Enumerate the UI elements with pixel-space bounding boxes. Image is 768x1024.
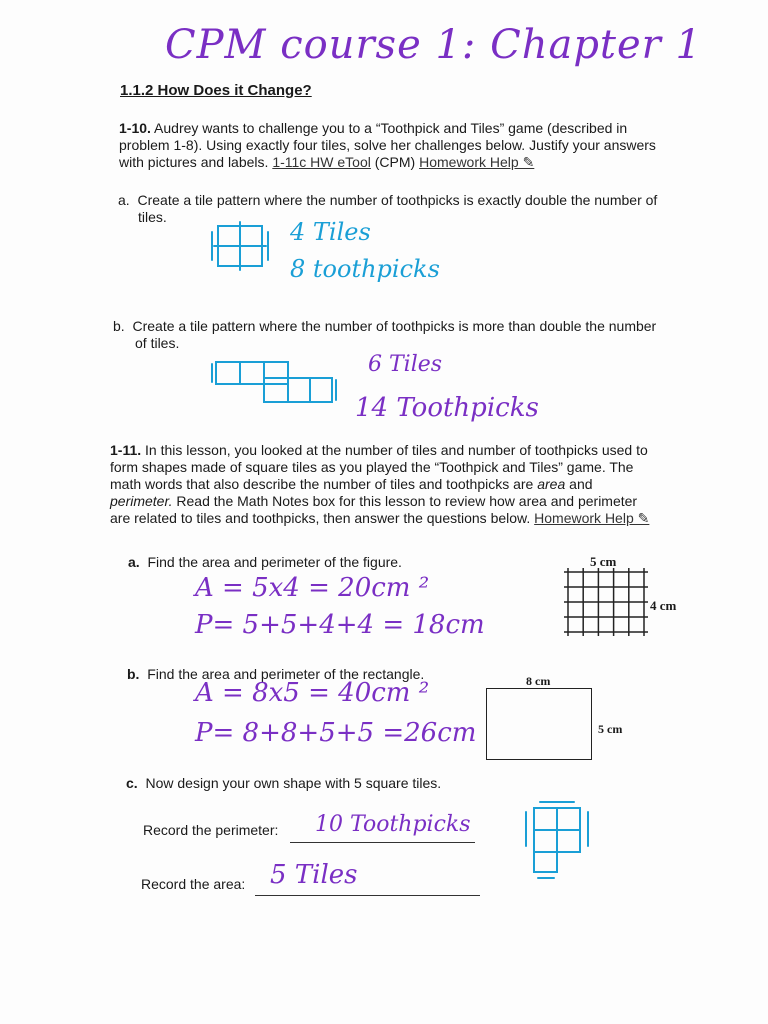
answer-tiles: 4 Tiles — [290, 218, 371, 246]
answer-perimeter: P= 5+5+4+4 = 18cm — [195, 610, 485, 640]
grid-height-label: 4 cm — [650, 598, 677, 613]
cpm-label: (CPM) — [374, 154, 416, 170]
problem-1-10-text — [119, 120, 719, 171]
problem-number: 1-10. — [119, 120, 151, 136]
answer-toothpicks: 14 Toothpicks — [355, 393, 539, 423]
section-title: 1.1.2 How Does it Change? — [120, 82, 312, 99]
problem-line: form shapes made of square tiles as you played the “Toothpick and Tiles” game. The — [110, 459, 634, 475]
part-c-question — [126, 775, 441, 792]
problem-line: are related to tiles and toothpicks, then answer the questions below. — [110, 510, 531, 526]
part-label: b. — [113, 318, 125, 334]
tile-drawing-five — [522, 800, 592, 880]
answer-tiles: 6 Tiles — [368, 352, 443, 377]
area-record-label: Record the area: — [141, 876, 246, 892]
rectangle-height-label: 5 cm — [598, 722, 623, 736]
question-line: Create a tile pattern where the number of toothpicks is more than double the number — [132, 318, 657, 334]
answer-perimeter: P= 8+8+5+5 =26cm — [195, 718, 477, 748]
answer-area: A = 5x4 = 20cm ² — [195, 573, 430, 603]
area-answer: 5 Tiles — [270, 860, 358, 890]
problem-line: with pictures and labels. — [119, 154, 269, 170]
answer-area: A = 8x5 = 40cm ² — [195, 678, 430, 708]
part-label: a. — [118, 192, 130, 208]
part-label: c. — [126, 775, 138, 791]
grid-figure — [562, 568, 652, 638]
problem-line: Read the Math Notes box for this lesson to review how area and perimeter — [176, 493, 638, 509]
problem-line: Audrey wants to challenge you to a “Toothpick and Tiles” game (described in — [154, 120, 628, 136]
tile-drawing-six — [208, 358, 338, 410]
grid-width-label: 5 cm — [590, 554, 617, 569]
rectangle-width-label: 8 cm — [526, 674, 551, 688]
homework-help-link[interactable]: Homework Help ✎ — [419, 154, 535, 170]
question-line: tiles. — [138, 209, 167, 225]
part-label: b. — [127, 666, 140, 682]
part-a-question — [128, 554, 402, 571]
answer-toothpicks: 8 toothpicks — [290, 255, 440, 283]
question-line: Now design your own shape with 5 square tiles. — [145, 775, 442, 791]
handwritten-title: CPM course 1: Chapter 1 — [165, 22, 702, 68]
tile-drawing-2x2 — [210, 220, 270, 272]
perimeter-term: perimeter. — [110, 493, 173, 509]
area-term: area — [537, 476, 566, 492]
question-line: of tiles. — [135, 335, 180, 351]
problem-line: math words that also describe the number of tiles and toothpicks are — [110, 476, 534, 492]
part-b-question — [113, 318, 713, 352]
problem-line: In this lesson, you looked at the number of tiles and number of toothpicks used to — [145, 442, 648, 458]
perimeter-answer: 10 Toothpicks — [315, 812, 471, 837]
problem-1-11-text — [110, 442, 710, 527]
etool-link[interactable]: 1-11c HW eTool — [272, 154, 371, 170]
rectangle-figure — [486, 688, 592, 760]
question-line: Find the area and perimeter of the figure. — [147, 554, 402, 570]
part-a-question — [118, 192, 718, 226]
perimeter-record-label: Record the perimeter: — [143, 822, 279, 838]
part-label: a. — [128, 554, 140, 570]
problem-number: 1-11. — [110, 442, 142, 458]
problem-word: and — [569, 476, 593, 492]
perimeter-answer-line — [290, 842, 475, 843]
problem-line: problem 1-8). Using exactly four tiles, solve her challenges below. Justify your answers — [119, 137, 656, 153]
question-line: Create a tile pattern where the number of toothpicks is exactly double the number of — [137, 192, 658, 208]
area-answer-line — [255, 895, 480, 896]
homework-help-link[interactable]: Homework Help ✎ — [534, 510, 650, 526]
question-line: Find the area and perimeter of the rectangle. — [147, 666, 425, 682]
